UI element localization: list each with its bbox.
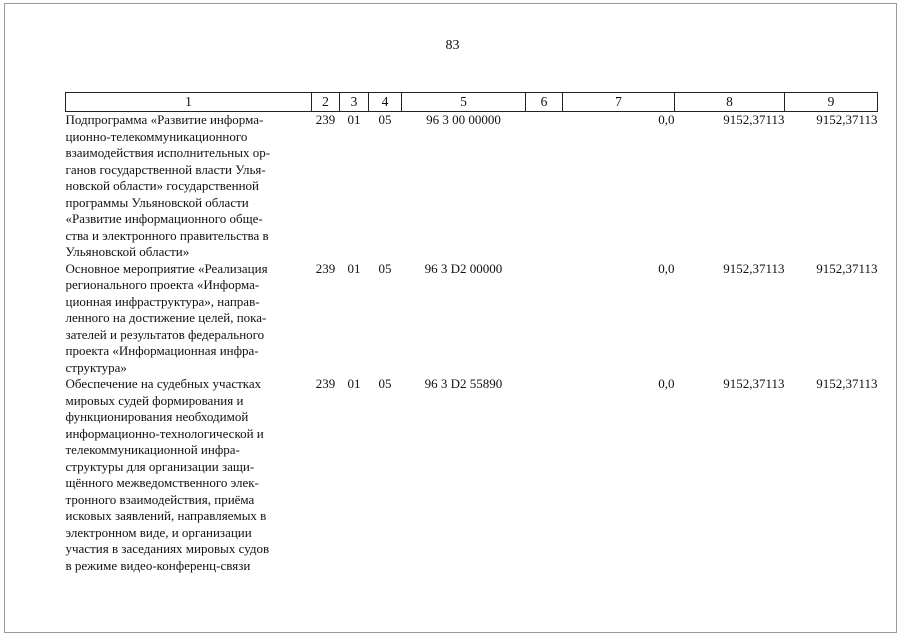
description-line: в режиме видео-конференц-связи	[65, 557, 251, 573]
section-code: 01	[347, 376, 361, 391]
description-line: зателей и результатов федерального	[65, 326, 265, 342]
description-line: электронном виде, и организации	[65, 524, 252, 540]
section-code: 01	[347, 260, 361, 276]
column-header: 1	[66, 93, 312, 112]
amount-col8: 9152,37113	[723, 376, 785, 391]
description-line: Основное мероприятие «Реализация	[65, 260, 268, 276]
description-line: программы Ульяновской области	[65, 194, 249, 210]
column-header: 5	[402, 93, 526, 112]
row-description	[66, 261, 312, 377]
description-line: Ульяновской области»	[65, 244, 190, 259]
table-header-row	[66, 93, 878, 112]
expense-type-code	[526, 376, 563, 574]
description-line: телекоммуникационной инфра-	[65, 442, 240, 457]
budget-table	[65, 92, 878, 574]
description-line: структуры для организации защи-	[65, 458, 255, 474]
column-header: 8	[675, 93, 785, 112]
amount-col7: 0,0	[658, 376, 675, 391]
row-description	[66, 112, 312, 261]
description-line: Подпрограмма «Развитие информа-	[65, 112, 264, 127]
expense-type-code	[526, 261, 563, 377]
description-line: информационно-технологической и	[65, 425, 264, 441]
description-line: мировых судей формирования и	[65, 392, 244, 408]
expense-type-code	[526, 112, 563, 261]
description-line: ства и электронного правительства в	[65, 227, 269, 243]
table-row	[66, 112, 878, 261]
description-line: ленного на достижение целей, пока-	[65, 310, 267, 325]
amount-col7: 0,0	[658, 260, 675, 276]
column-header: 9	[785, 93, 878, 112]
description-line: регионального проекта «Информа-	[65, 277, 260, 292]
amount-col9: 9152,37113	[816, 112, 878, 127]
amount-col7: 0,0	[658, 112, 675, 127]
ministry-code: 239	[315, 260, 336, 276]
description-line: «Развитие информационного обще-	[65, 211, 263, 226]
description-line: Обеспечение на судебных участках	[65, 376, 262, 391]
description-line: ционно-телекоммуникационного	[65, 128, 248, 144]
target-article-code: 96 3 00 00000	[426, 112, 501, 127]
description-line: исковых заявлений, направляемых в	[65, 508, 267, 523]
column-header: 4	[369, 93, 402, 112]
description-line: ганов государственной власти Улья-	[65, 161, 266, 177]
subsection-code: 05	[378, 376, 392, 391]
ministry-code: 239	[315, 112, 336, 127]
row-description	[66, 376, 312, 574]
amount-col8: 9152,37113	[723, 112, 785, 127]
amount-col8: 9152,37113	[723, 260, 785, 276]
amount-col9: 9152,37113	[816, 260, 878, 276]
description-line: проекта «Информационная инфра-	[65, 343, 259, 358]
description-line: участия в заседаниях мировых судов	[65, 541, 270, 556]
description-line: структура»	[65, 359, 127, 375]
description-line: новской области» государственной	[65, 178, 260, 193]
target-article-code: 96 3 D2 55890	[424, 376, 503, 391]
description-line: щённого межведомственного элек-	[65, 475, 259, 490]
column-header: 2	[312, 93, 340, 112]
description-line: ционная инфраструктура», направ-	[65, 293, 260, 309]
page-number: 83	[445, 38, 460, 53]
column-header: 6	[526, 93, 563, 112]
amount-col9: 9152,37113	[816, 376, 878, 391]
target-article-code: 96 3 D2 00000	[424, 260, 503, 276]
description-line: функционирования необходимой	[65, 409, 249, 424]
section-code: 01	[347, 112, 361, 127]
table-row	[66, 376, 878, 574]
table-row	[66, 261, 878, 377]
subsection-code: 05	[378, 112, 392, 127]
subsection-code: 05	[378, 260, 392, 276]
description-line: взаимодействия исполнительных ор-	[65, 145, 271, 160]
column-header: 3	[340, 93, 369, 112]
description-line: тронного взаимодействия, приёма	[65, 491, 255, 507]
column-header: 7	[563, 93, 675, 112]
ministry-code: 239	[315, 376, 336, 391]
